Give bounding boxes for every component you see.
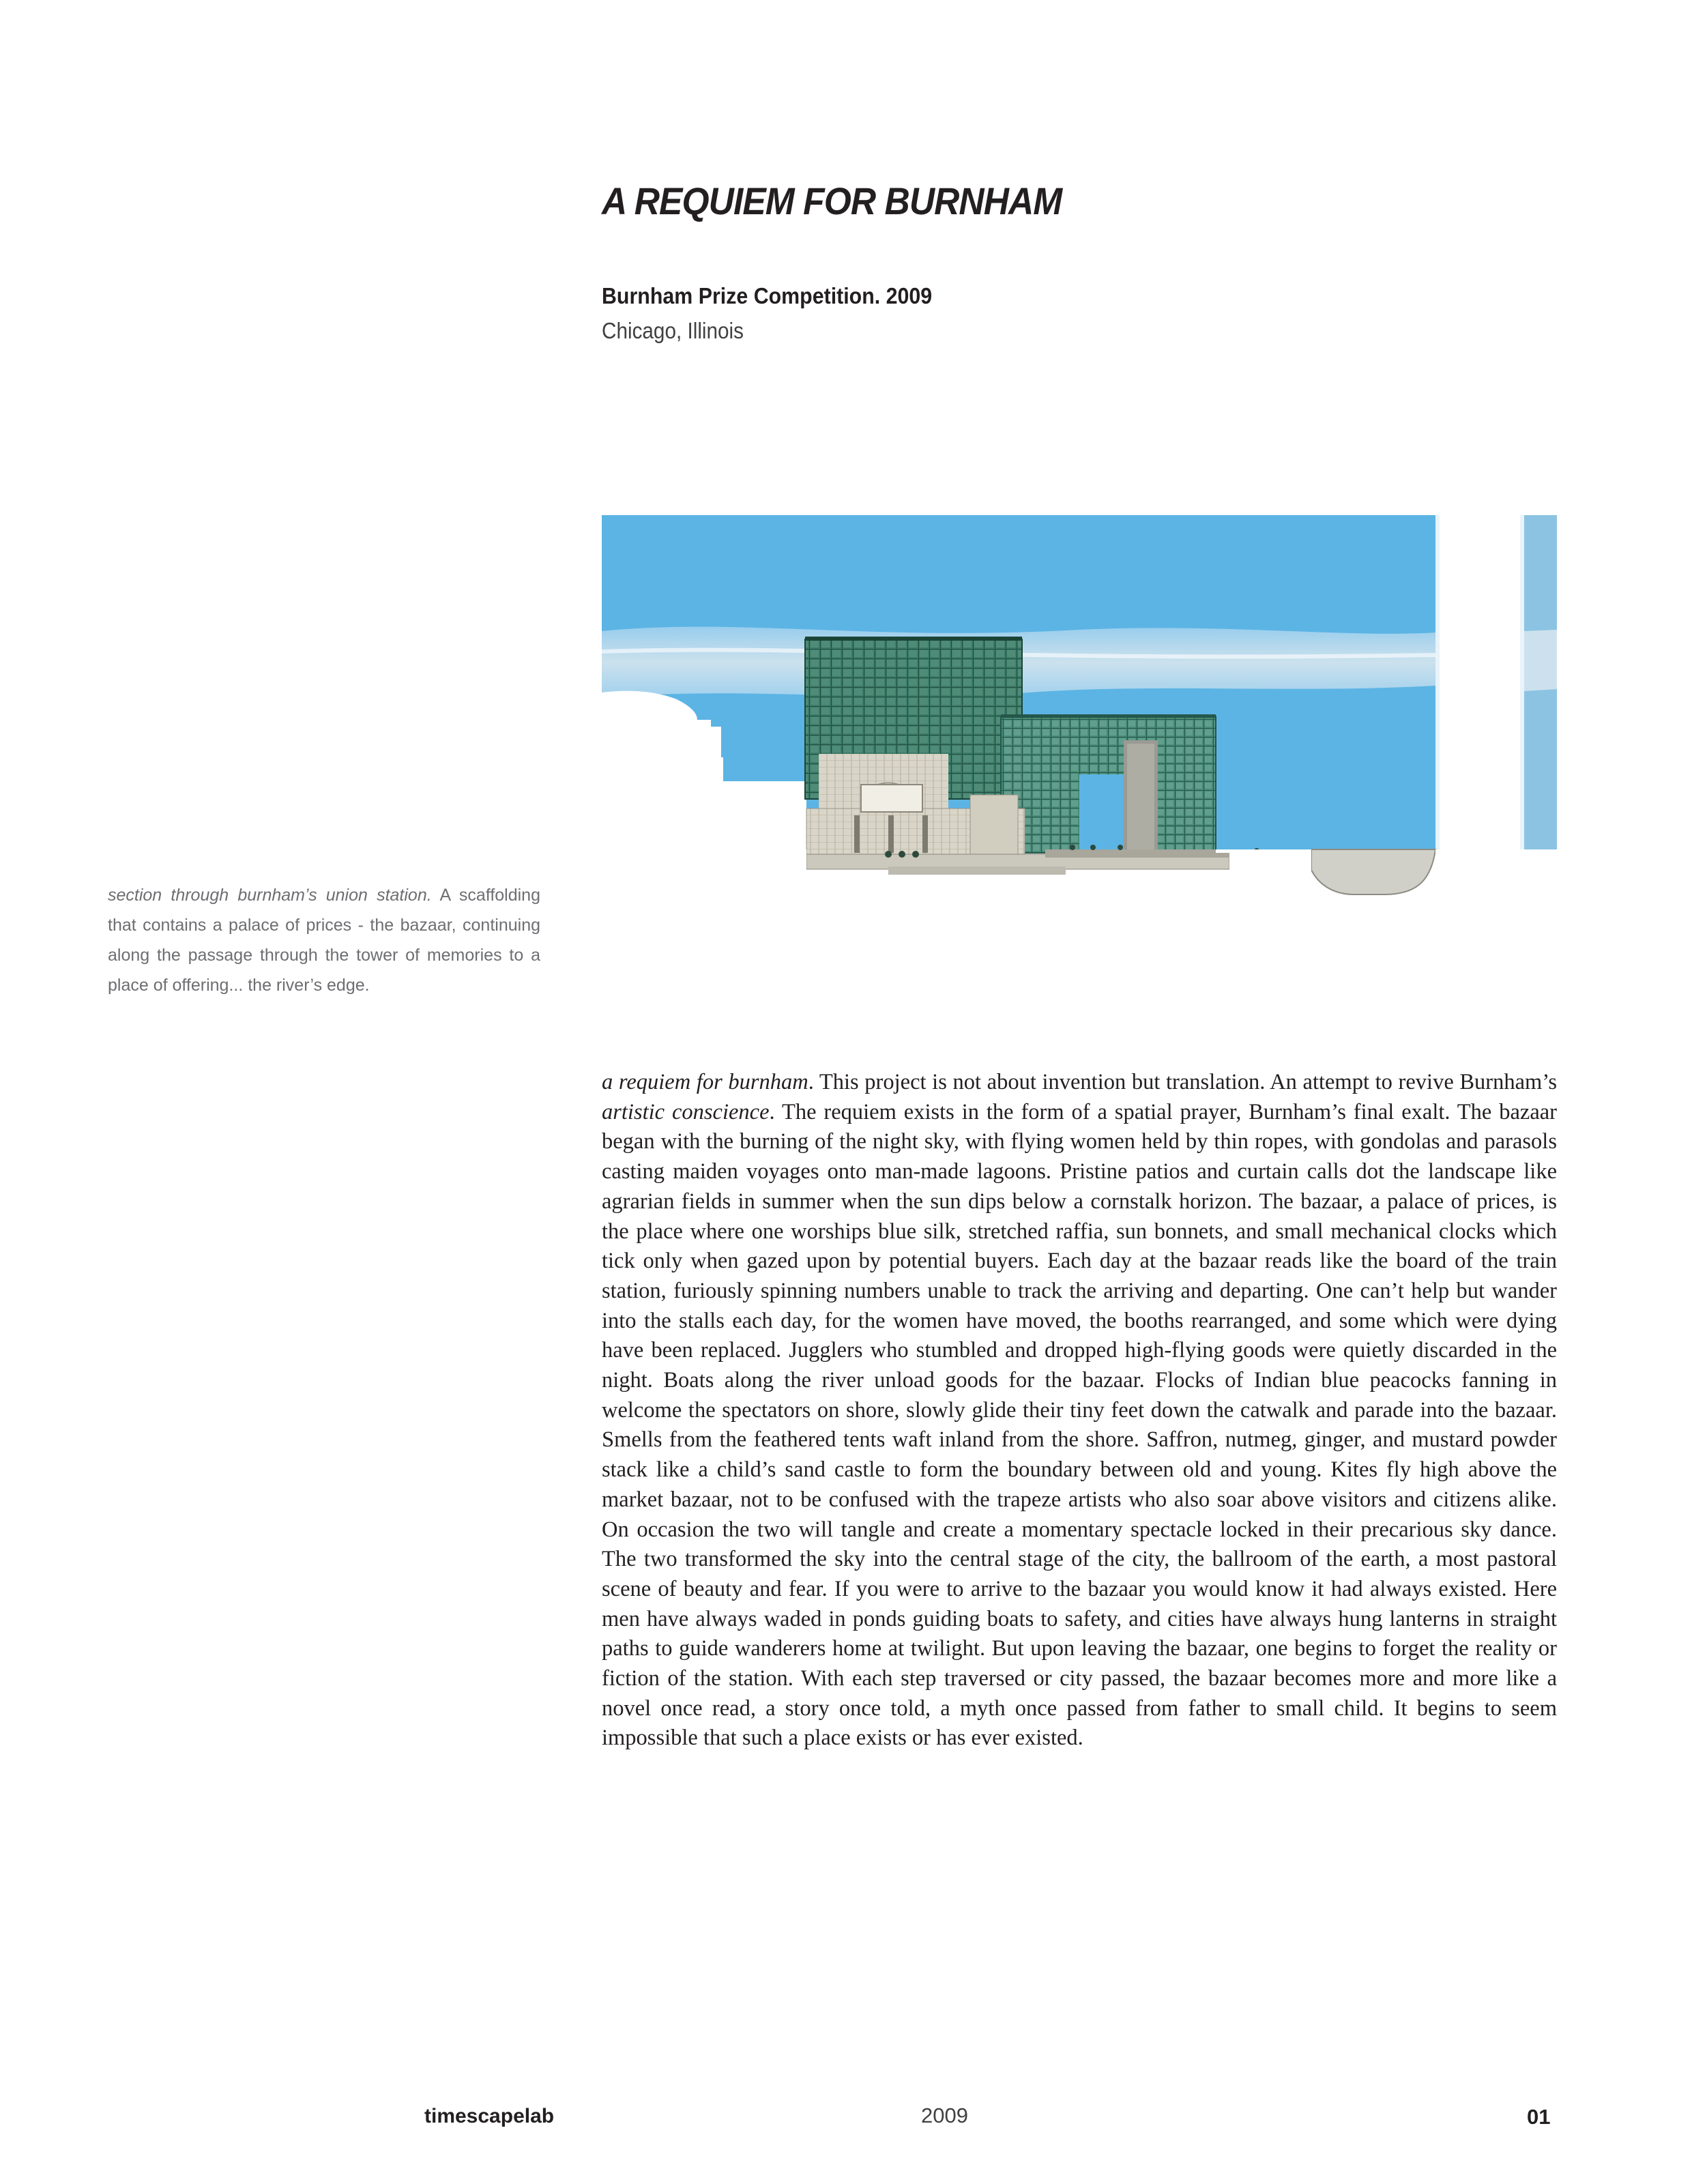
caption-lead: section through burnham’s union station. (108, 886, 432, 905)
body-lead: a requiem for burnham (602, 1070, 808, 1094)
caption-text: A scaffolding that contains a palace of prices - the bazaar, continuing along the passage through the tower of memories to a place of offering... the river’s edge. (108, 886, 540, 995)
section-illustration (602, 515, 1557, 897)
project-location: Chicago, Illinois (602, 318, 744, 343)
footer-brand: timescapelab (424, 2105, 555, 2127)
body-emphasis: artistic conscience (602, 1099, 770, 1124)
page-title: A REQUIEM FOR BURNHAM (602, 179, 1062, 222)
section-drawing (602, 515, 1557, 897)
body-text-1: . This project is not about invention but translation. An attempt to revive Burnham’s (808, 1070, 1557, 1094)
figure-caption (108, 880, 540, 1000)
page-number: 01 (1527, 2105, 1551, 2129)
footer-year: 2009 (921, 2103, 968, 2127)
body-paragraph (602, 1068, 1557, 1753)
river-edge (1311, 849, 1435, 894)
competition-name: Burnham Prize Competition. 2009 (602, 283, 933, 308)
body-text-2: . The requiem exists in the form of a spatial prayer, Burnham’s final exalt. The bazaar began with the burning of the night sky, with flying women held by thin ropes, with gondolas and parasols casting maiden voyages onto man-made lagoons. Pristine patios and curtain calls dot the landscape like agrarian fields in summer when the sun dips below a cornstalk horizon. The bazaar, a palace of prices, is the place where one worships blue silk, stretched raffia, sun bonnets, and small mechanical clocks which tick only when gazed upon by potential buyers. Each day at the bazaar reads like the board of the train station, furiously spinning numbers unable to track the arriving and departing. One can’t help but wander into the stalls each day, for the women have moved, the booths rearranged, and some which were dying have been replaced. Jugglers who stumbled and dropped high-flying goods were quietly discarded in the night. Boats along the river unload goods for the bazaar. Flocks of Indian blue peacocks fanning in welcome the spectators on shore, slowly glide their tiny feet down the catwalk and parade into the bazaar. Smells from the feathered tents waft inland from the shore. Saffron, nutmeg, ginger, and mustard powder stack like a child’s sand castle to form the boundary between old and young. Kites fly high above the market bazaar, not to be confused with the trapeze artists who also soar above visitors and citizens alike. On occasion the two will tangle and create a momentary spectacle locked in their precarious sky dance. The two transformed the sky into the central stage of the city, the ballroom of the earth, a most pastoral scene of beauty and fear. If you were to arrive to the bazaar you would know it had always existed. Here men have always waded in ponds guiding boats to safety, and cities have always hung lanterns in straight paths to guide wanderers home at twilight. But upon leaving the bazaar, one begins to forget the reality or fiction of the station. With each step traversed or city passed, the bazaar becomes more and more like a novel once read, a story once told, a myth once passed from father to small child. It begins to seem impossible that such a place exists or has ever existed. (602, 1099, 1557, 1751)
